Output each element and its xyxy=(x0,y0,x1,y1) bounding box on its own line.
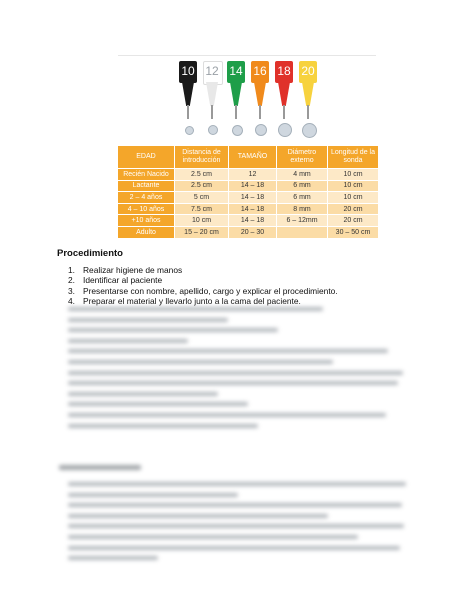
list-item xyxy=(57,286,397,296)
cell-size: 14 – 18 xyxy=(229,203,277,215)
cell-diameter: 6 mm xyxy=(277,192,328,204)
step-text: Preparar el material y llevarlo junto a la cama del paciente. xyxy=(83,296,301,307)
cell-size: 12 xyxy=(229,169,277,181)
cell-age: Adulto xyxy=(118,226,175,238)
cell-age: +10 años xyxy=(118,215,175,227)
table-row xyxy=(118,192,379,204)
cell-age: 2 – 4 años xyxy=(118,192,175,204)
list-item xyxy=(57,296,397,306)
cell-age: Lactante xyxy=(118,180,175,192)
header-tamano: TAMAÑO xyxy=(229,146,277,169)
step-text: Identificar al paciente xyxy=(83,275,163,286)
blurred-steps-block xyxy=(68,307,408,434)
tube-number: 14 xyxy=(229,64,243,78)
diameter-circle xyxy=(255,124,267,136)
diameter-circle xyxy=(302,123,317,138)
diameter-circle xyxy=(232,125,243,136)
cell-length: 30 – 50 cm xyxy=(328,226,379,238)
procedure-steps xyxy=(57,265,397,307)
cell-diameter xyxy=(277,226,328,238)
step-text: Presentarse con nombre, apellido, cargo y explicar el procedimiento. xyxy=(83,285,338,296)
cell-length: 20 cm xyxy=(328,203,379,215)
cell-diameter: 8 mm xyxy=(277,203,328,215)
header-longitud: Longitud de la sonda xyxy=(328,146,379,169)
diameter-circles xyxy=(176,122,326,142)
blurred-section-block xyxy=(68,482,408,567)
cell-size: 20 – 30 xyxy=(229,226,277,238)
tube-number: 18 xyxy=(277,64,291,78)
cell-distance: 5 cm xyxy=(175,192,229,204)
step-text: Realizar higiene de manos xyxy=(83,265,183,275)
cell-size: 14 – 18 xyxy=(229,180,277,192)
top-divider xyxy=(118,55,376,56)
cell-diameter: 6 – 12mm xyxy=(277,215,328,227)
cell-distance: 2.5 cm xyxy=(175,169,229,181)
cell-length: 10 cm xyxy=(328,180,379,192)
cell-length: 10 cm xyxy=(328,169,379,181)
table-row xyxy=(118,203,379,215)
tube-number: 10 xyxy=(181,64,195,78)
cell-length: 10 cm xyxy=(328,192,379,204)
step-number: 3. xyxy=(68,285,75,296)
header-distancia: Distancia de introducción xyxy=(175,146,229,169)
list-item xyxy=(57,265,397,275)
step-number: 1. xyxy=(68,265,75,275)
tube-size-table xyxy=(117,145,379,239)
table-row xyxy=(118,180,379,192)
cell-age: 4 – 10 años xyxy=(118,203,175,215)
step-number: 4. xyxy=(68,296,75,307)
cell-distance: 15 – 20 cm xyxy=(175,226,229,238)
tube-number: 12 xyxy=(205,64,219,78)
procedure-heading: Procedimiento xyxy=(57,248,123,259)
diameter-circle xyxy=(208,125,218,135)
header-edad: EDAD xyxy=(118,146,175,169)
diameter-circle xyxy=(185,126,194,135)
cell-age: Recién Nacido xyxy=(118,169,175,181)
list-item xyxy=(57,275,397,285)
table-row xyxy=(118,169,379,181)
table-header-row xyxy=(118,146,379,169)
cell-distance: 7.5 cm xyxy=(175,203,229,215)
cell-distance: 2.5 cm xyxy=(175,180,229,192)
diameter-circle xyxy=(278,123,292,137)
blurred-subheading xyxy=(59,465,141,470)
table-row xyxy=(118,226,379,238)
cell-distance: 10 cm xyxy=(175,215,229,227)
header-diametro: Diámetro externo xyxy=(277,146,328,169)
cell-size: 14 – 18 xyxy=(229,192,277,204)
table-row xyxy=(118,215,379,227)
tube-number: 16 xyxy=(253,64,267,78)
cell-length: 20 cm xyxy=(328,215,379,227)
cell-size: 14 – 18 xyxy=(229,215,277,227)
cell-diameter: 4 mm xyxy=(277,169,328,181)
tube-number: 20 xyxy=(301,64,315,78)
cell-diameter: 6 mm xyxy=(277,180,328,192)
step-number: 2. xyxy=(68,275,75,286)
